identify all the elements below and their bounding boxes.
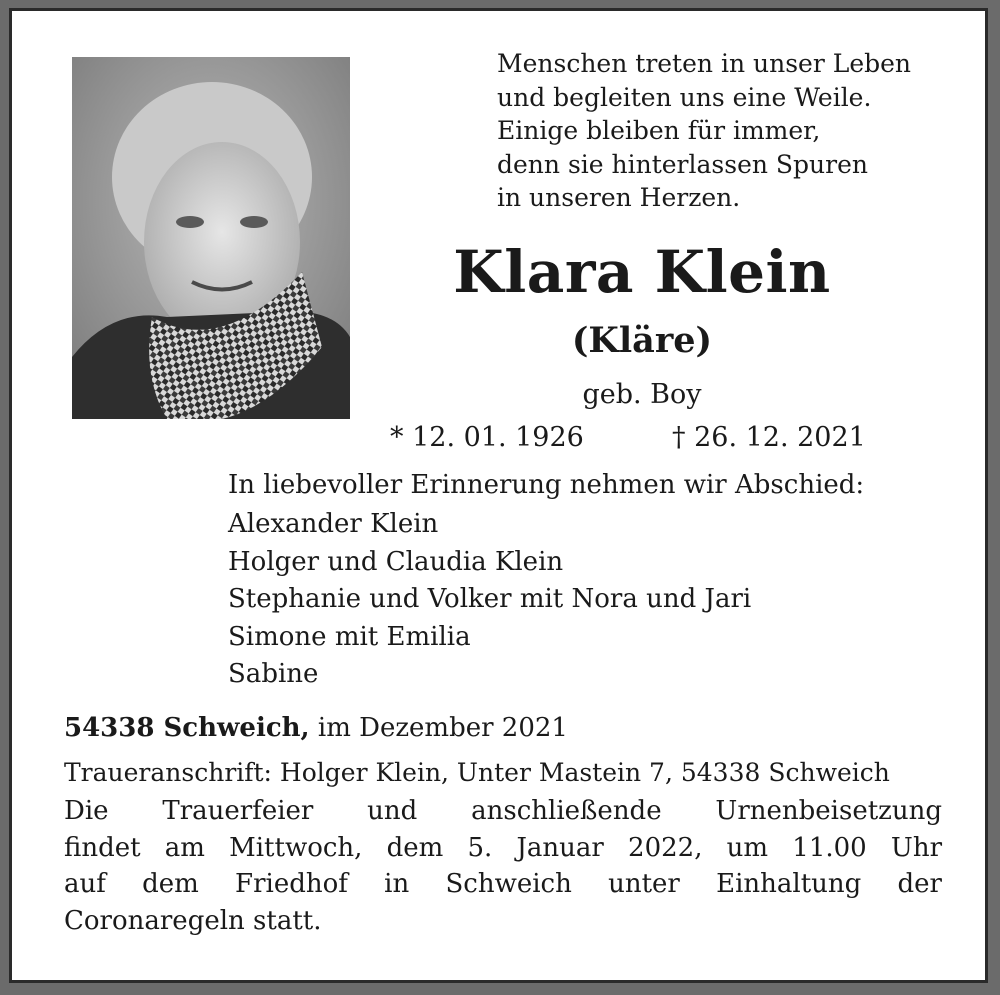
place-and-date [64, 711, 568, 745]
place-location: 54338 Schweich, [64, 713, 310, 743]
poem-line: Einige bleiben für immer, [497, 116, 821, 145]
farewell-intro: In liebevoller Erinnerung nehmen wir Abschied: [228, 470, 865, 500]
maiden-name: geb. Boy [582, 379, 702, 410]
mourner-item: Sabine [228, 659, 319, 689]
funeral-line: Coronaregeln statt. [64, 905, 322, 936]
funeral-notice [64, 793, 942, 939]
death-date: † 26. 12. 2021 [672, 422, 866, 453]
poem-line: Menschen treten in unser Leben [497, 49, 912, 78]
mourner-item: Simone mit Emilia [228, 621, 471, 652]
mourning-address: Traueranschrift: Holger Klein, Unter Mastein 7, 54338 Schweich [64, 758, 890, 787]
place-date: im Dezember 2021 [309, 713, 568, 743]
funeral-line: auf dem Friedhof in Schweich unter Einhaltung der [64, 869, 942, 899]
deceased-name: Klara Klein [453, 238, 831, 306]
poem-line: in unseren Herzen. [497, 183, 741, 212]
portrait-image [72, 57, 350, 419]
mourner-item: Alexander Klein [228, 509, 439, 539]
obituary-card [9, 8, 988, 983]
mourner-item: Stephanie und Volker mit Nora und Jari [228, 584, 752, 614]
memorial-poem [497, 47, 911, 215]
funeral-line: Die Trauerfeier und anschließende Urnenbeisetzung [64, 796, 942, 826]
poem-line: denn sie hinterlassen Spuren [497, 149, 868, 179]
deceased-nickname: (Kläre) [571, 320, 713, 361]
mourner-item: Holger und Claudia Klein [228, 546, 564, 577]
portrait-photo [72, 57, 350, 419]
mourners-list [228, 506, 751, 694]
funeral-line: findet am Mittwoch, dem 5. Januar 2022, um 11.00 Uhr [64, 832, 942, 863]
birth-date: * 12. 01. 1926 [390, 422, 584, 453]
poem-line: und begleiten uns eine Weile. [497, 82, 872, 112]
